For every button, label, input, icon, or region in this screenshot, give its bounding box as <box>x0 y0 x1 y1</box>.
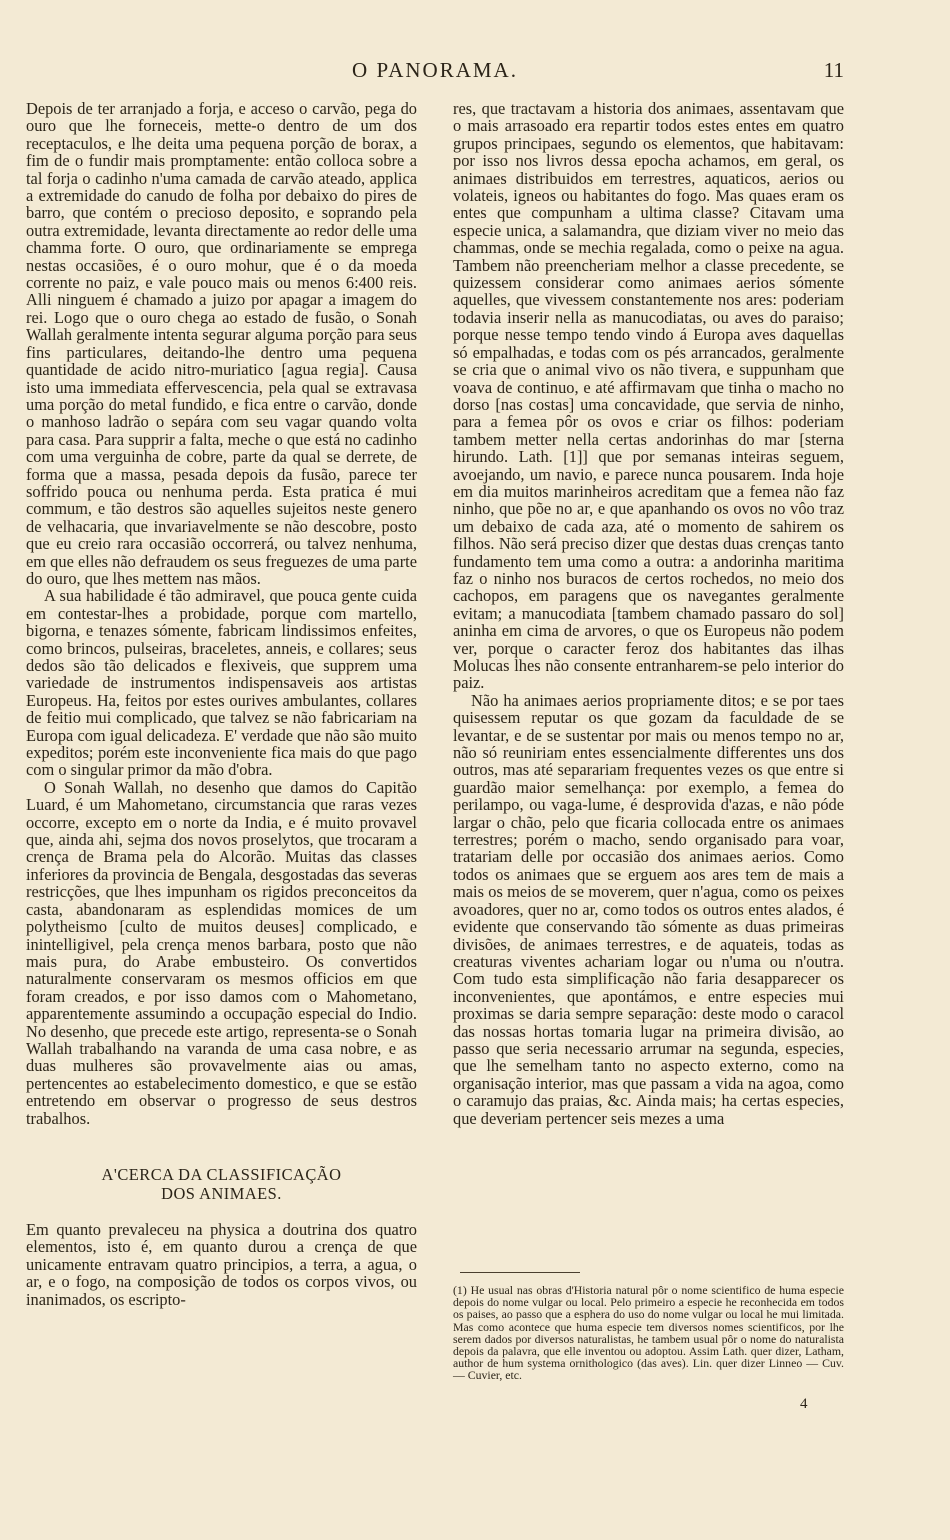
signature-mark: 4 <box>800 1396 808 1412</box>
body-paragraph: Depois de ter arranjado a forja, e acceso o carvão, pega do ouro que lhe forneceis, mette-o dentro de um dos receptaculos, e lhe deita uma pequena porção de borax, a fim de o fundir mais promptamente: então colloca sobre a tal forja o cadinho n'uma camada de carvão ateado, applica a extremidade do canudo de folha por debaixo do pires de barro, que contém o precioso deposito, e soprando pela outra extremidade, levanta directamente ao redor delle uma chamma forte. O ouro, que ordinariamente se emprega nestas occasiões, é o ouro mohur, que é o da moeda corrente no paiz, e vale pouco mais ou menos 6:400 reis. Alli ninguem é chamado a juizo por apagar a imagem do rei. Logo que o ouro chega ao estado de fusão, o Sonah Wallah geralmente intenta segurar alguma porção para seus fins particulares, deitando-lhe dentro uma pequena quantidade de acido nitro-muriatico [agua regia]. Causa isto uma immediata effervescencia, pela qual se extravasa uma porção do metal fundido, e fica entre o carvão, donde o manhoso ladrão o sepára com seu vagar quando volta para casa. Para supprir a falta, meche o que está no cadinho com uma verguinha de cobre, parte da qual se derrete, de forma que a massa, pesada depois da fusão, parece ter soffrido pouca ou nenhuma perda. Esta pratica é mui commum, e tão destros são aquelles sujeitos neste genero de velhacaria, que invariavelmente se não descobre, posto que eu creio rara occasião occorrerá, ou talvez nenhuma, em que elles não defraudem os seus freguezes de uma parte do ouro, que lhes mettem nas mãos. <box>26 99 417 588</box>
page-number: 11 <box>823 58 844 82</box>
body-paragraph: Não ha animaes aerios propriamente ditos; e se por taes quisessem reputar os que gozam da faculdade de se levantar, e de se sustentar por mais ou menos tempo no ar, não só reuniriam entes essencialmente differentes uns dos outros, mas até separariam frequentes vezes os que entre si guardão maior semelhança: por exemplo, a femea do perilampo, ou vaga-lume, é desprovida d'azas, e não póde largar o chão, pelo que ficaria collocada entre os animaes terrestres; porém o macho, sendo organisado para voar, tratariam delle por occasião dos animaes aerios. Como todos os animaes que se erguem aos ares tem de mais a mais os meios de se moverem, quer n'agua, como os peixes avoadores, quer no ar, como todos os outros entes alados, é evidente que conservando tão sómente as duas primeiras divisões, de animaes terrestres, e de aquateis, todas as creaturas viventes achariam logar ou n'uma ou n'outra. Com tudo esta simplificação não faria desapparecer os inconvenientes, que apontámos, e entre especies mui proximas se daria sempre separação: deste modo o caracol das nossas hortas tomaria lugar na primeira divisão, ao passo que seria necessario arrumar na segunda, especies, que lhe semelham tanto no aspecto externo, como na organisação interior, mas que passam a vida na agoa, como o caramujo das praias, &c. Ainda mais; ha certas especies, que deveriam pertencer seis mezes a uma <box>453 690 844 1128</box>
section-heading-line: DOS ANIMAES. <box>161 1183 282 1203</box>
left-column <box>26 100 417 1308</box>
section-heading <box>26 1165 417 1203</box>
body-paragraph: A sua habilidade é tão admiravel, que pouca gente cuida em contestar-lhes a probidade, porque com martello, bigorna, e tenazes sómente, fabricam lindissimos enfeites, como brincos, pulseiras, braceletes, anneis, e collares; seus dedos são tão delicados e flexiveis, que supprem uma variedade de instrumentos indispensaveis aos artistas Europeus. Ha, feitos por estes ourives ambulantes, collares de feitio mui complicado, que talvez se não fabricariam na Europa com igual delicadeza. E' verdade que não são muito expeditos; porém este inconveniente fica mais do que pago com o singular primor da mão d'obra. <box>26 586 417 780</box>
footnote: (1) He usual nas obras d'Historia natural pôr o nome scientifico de huma especie depois do nome vulgar ou local. Pelo primeiro a especie he reconhecida em todos os paises, ao passo que a esphera do uso do nome vulgar ou local he mui limitada. Mas como acontece que huma especie tem diversos nomes scientificos, por lhe serem dados por diversos naturalistas, he tambem usual pôr o nome do naturalista depois da palavra, que elle inventou ou adoptou. Assim Lath. quer dizer, Latham, author de hum systema ornithologico (das aves). Lin. quer dizer Linneo — Cuv. — Cuvier, etc. <box>453 1283 844 1383</box>
section-paragraph: Em quanto prevaleceu na physica a doutrina dos quatro elementos, isto é, em quanto durou a crença de que unicamente entravam quatro principios, a terra, a agua, o ar, e o fogo, na composição de todos os corpos vivos, ou inanimados, os escripto- <box>26 1219 417 1309</box>
running-title: O PANORAMA. <box>352 58 518 82</box>
right-column <box>453 100 844 1127</box>
body-paragraph: O Sonah Wallah, no desenho que damos do Capitão Luard, é um Mahometano, circumstancia que raras vezes occorre, excepto em o norte da India, e é muito provavel que, ainda ahi, sejma dos novos proselytos, que trocaram a crença de Brama pela do Alcorão. Muitas das classes inferiores da provincia de Bengala, desgostadas das severas restricções, que lhes impunham os rigidos preconceitos da casta, abandonaram as esplendidas momices de um polytheismo [culto de muitos deuses] complicado, e inintelligivel, pela crença menos barbara, posto que não mais pura, do Arabe embusteiro. Os convertidos naturalmente conservaram os mesmos officios em que foram creados, e por isso damos com o Mahometano, apparentemente assumindo a occupação especial do Indio. No desenho, que precede este artigo, representa-se o Sonah Wallah trabalhando na varanda de uma casa nobre, e as duas mulheres são provavelmente aias ou amas, pertencentes ao estabelecimento domestico, e que se estão entretendo em observar o progresso de seus destros trabalhos. <box>26 777 417 1128</box>
body-paragraph: res, que tractavam a historia dos animaes, assentavam que o mais arrasoado era repartir todos estes entes em quatro grupos principaes, segundo os elementos, que habitavam: por isso nos livros dessa epocha achamos, em geral, os animaes distribuidos em terrestres, aquaticos, aerios ou volateis, igneos ou habitantes do fogo. Mas quaes eram os entes que compunham a ultima classe? Citavam uma especie unica, a salamandra, que diziam viver no meio das chammas, onde se mechia regalada, como o peixe na agua. Tambem não preencheriam melhor a classe precedente, se quizessem considerar como animaes aerios sómente aquelles, que vivessem constantemente nos ares: poderiam todavia inserir nella as manucodiatas, ou aves do paraiso; porque nesse tempo tendo vindo á Europa aves daquellas só empalhadas, e todas com os pés arrancados, geralmente se cria que o animal vivo os não tivera, e suppunham que voava de continuo, e até affirmavam que tinha o macho no dorso [nas costas] uma concavidade, que servia de ninho, para a femea pôr os ovos e criar os filhos: poderiam tambem metter nella certas andorinhas do mar [sterna hirundo. Lath. [1]] que por semanas inteiras seguem, avoejando, um navio, e parece nunca pousarem. Inda hoje em dia muitos marinheiros acreditam que a femea não faz ninho, que põe no ar, e que apanhando os ovos no vôo traz um debaixo de cada aza, até o momento de sahirem os filhos. Não será preciso dizer que destas duas crenças tanto fundamento tem uma como a outra: a andorinha maritima faz o ninho nos buracos de certos rochedos, no meio dos cachopos, em paragens que os navegantes geralmente evitam; a manucodiata [tambem chamado passaro do sol] aninha em cima de arvores, o que os Europeus não podem ver, porque o caracter feroz dos habitantes das ilhas Molucas lhes não consente entranharem-se pelo interior do paiz. <box>453 99 844 693</box>
section-heading-line: A'CERCA DA CLASSIFICAÇÃO <box>101 1164 342 1184</box>
footnote-rule <box>460 1272 580 1273</box>
